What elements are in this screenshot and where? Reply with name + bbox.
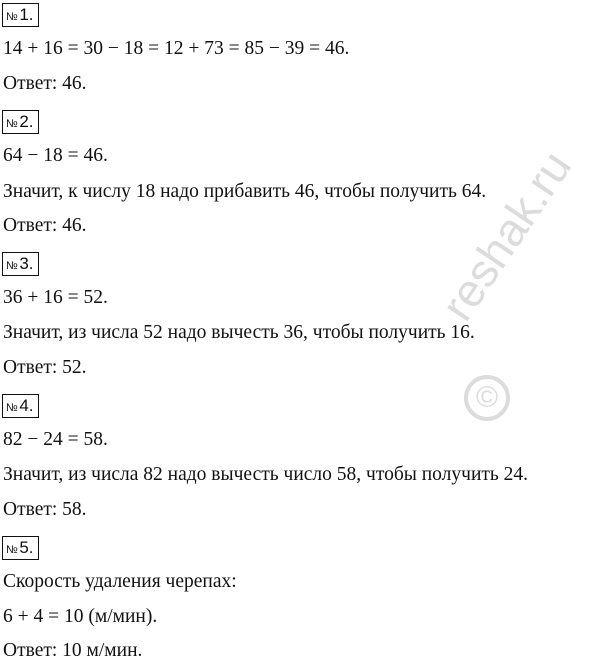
number-sign: № — [6, 260, 18, 272]
task-5-label: 5. — [19, 538, 34, 557]
task-4-line-1: 82 − 24 = 58. — [3, 429, 108, 450]
task-3-line-2: Значит, из числа 52 надо вычесть 36, чтобы получить 16. — [3, 322, 475, 343]
task-2-line-1: 64 − 18 = 46. — [3, 145, 108, 166]
copyright-icon: © — [464, 375, 510, 421]
task-5-answer: Ответ: 10 м/мин. — [3, 640, 143, 661]
task-2-answer: Ответ: 46. — [3, 215, 87, 236]
task-3-number-box — [2, 252, 39, 276]
task-5-line-2: 6 + 4 = 10 (м/мин). — [3, 606, 158, 627]
task-4-line-2: Значит, из числа 82 надо вычесть число 58, чтобы получить 24. — [3, 464, 529, 485]
task-3-label: 3. — [19, 254, 34, 273]
number-sign: № — [6, 11, 18, 23]
task-3-line-1: 36 + 16 = 52. — [3, 287, 108, 308]
task-4-answer: Ответ: 58. — [3, 499, 87, 520]
task-1-number-box — [2, 3, 39, 27]
watermark: reshak.ru — [430, 141, 582, 330]
number-sign: № — [6, 402, 18, 414]
task-2-number-box — [2, 110, 39, 134]
task-2-label: 2. — [19, 112, 34, 131]
task-1-line-1: 14 + 16 = 30 − 18 = 12 + 73 = 85 − 39 = 46. — [3, 38, 350, 59]
number-sign: № — [6, 544, 18, 556]
task-5-line-1: Скорость удаления черепах: — [3, 571, 237, 592]
task-3-answer: Ответ: 52. — [3, 357, 87, 378]
task-4-number-box — [2, 394, 39, 418]
task-1-label: 1. — [19, 5, 34, 24]
number-sign: № — [6, 118, 18, 130]
task-2-line-2: Значит, к числу 18 надо прибавить 46, чтобы получить 64. — [3, 181, 487, 202]
task-5-number-box — [2, 536, 39, 560]
task-4-label: 4. — [19, 396, 34, 415]
task-1-answer: Ответ: 46. — [3, 73, 87, 94]
